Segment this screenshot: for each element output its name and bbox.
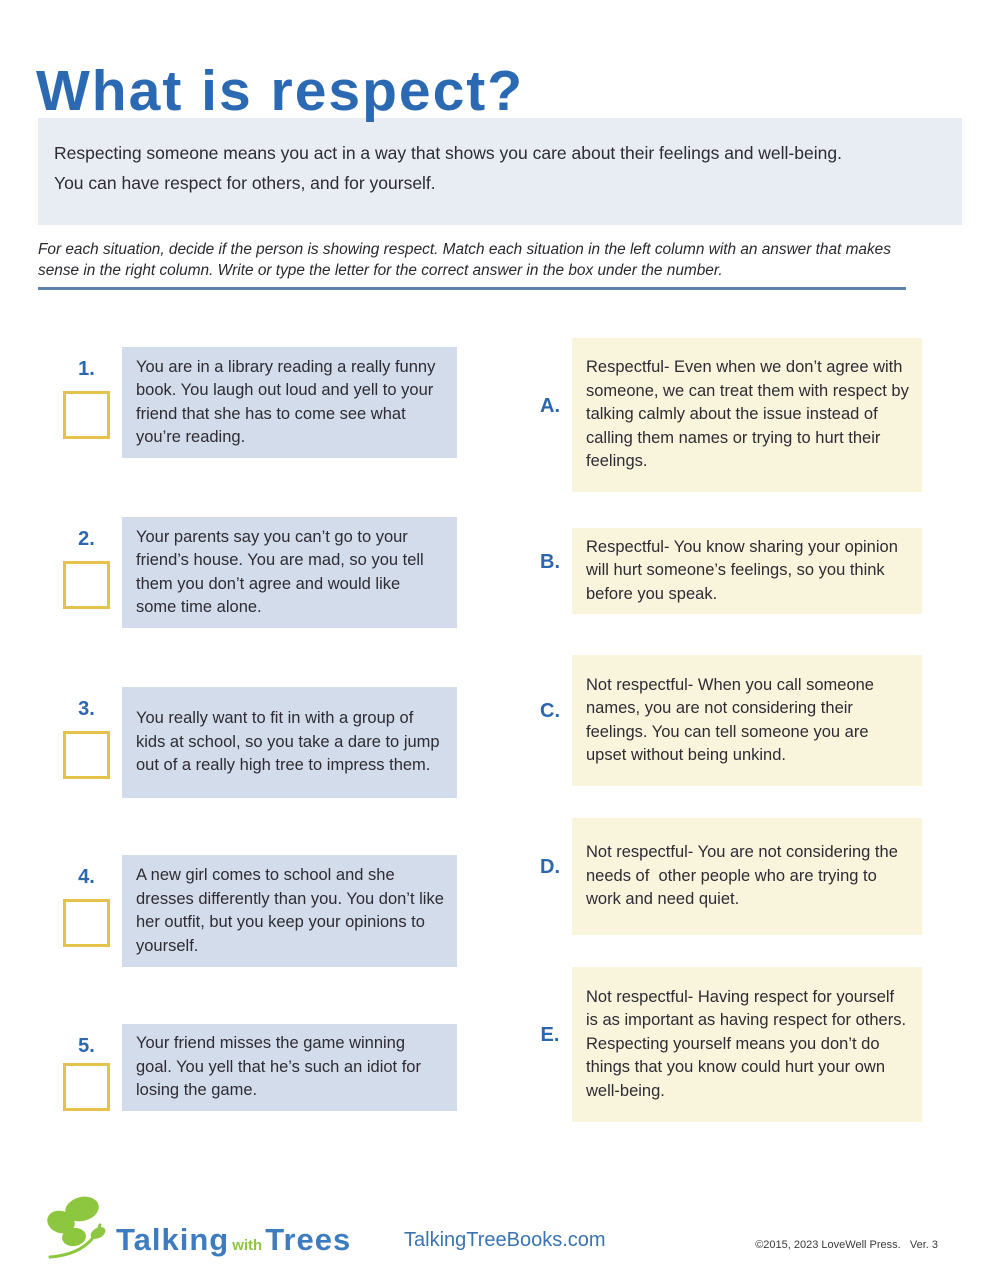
situation-number-5: 5. [78,1035,95,1057]
answer-letter-a: A. [540,395,560,417]
situation-card-4 [122,855,457,967]
talking-with-trees-logo [44,1200,351,1266]
situation-text-1: You are in a library reading a really funny book. You laugh out loud and yell to your friend that she has to come see what you’re reading. [136,357,440,446]
logo-word-trees: Trees [265,1222,352,1257]
answer-text-a: Respectful- Even when we don’t agree with someone, we can treat them with respect by talking calmly about the issue instead of calling them names or trying to hurt their feelings. [586,358,914,471]
logo-word-with: with [232,1237,263,1254]
situation-card-1 [122,347,457,458]
answer-text-e: Not respectful- Having respect for yourself is as important as having respect for others. Respecting yourself means you don’t do things that you know could hurt your own well-being. [586,987,911,1100]
answer-input-box-5[interactable] [63,1063,110,1111]
situation-number-1: 1. [78,358,95,380]
answer-text-b: Respectful- You know sharing your opinion will hurt someone’s feelings, so you think before you speak. [586,537,903,603]
answer-card-a [572,338,922,492]
situation-text-5: Your friend misses the game winning goal. You yell that he’s such an idiot for losing the game. [136,1034,426,1100]
divider-rule [38,287,906,290]
answer-card-b [572,528,922,614]
situation-text-4: A new girl comes to school and she dresses differently than you. You don’t like her outfit, but you keep your opinions to yourself. [136,866,449,955]
intro-box [38,118,962,225]
situation-card-3 [122,687,457,798]
answer-card-c [572,655,922,786]
intro-text-line1: Respecting someone means you act in a way that shows you care about their feelings and well-being. [54,143,842,163]
answer-letter-b: B. [540,551,560,573]
copyright-text: ©2015, 2023 LoveWell Press. Ver. 3 [755,1239,938,1251]
clover-tree-icon [44,1195,122,1266]
answer-input-box-1[interactable] [63,391,110,439]
answer-text-d: Not respectful- You are not considering the needs of other people who are trying to work and need quiet. [586,843,903,909]
situation-card-5 [122,1024,457,1111]
answer-input-box-3[interactable] [63,731,110,779]
answer-letter-e: E. [540,1024,560,1046]
answer-letter-c: C. [540,700,560,722]
intro-text-line2: You can have respect for others, and for yourself. [54,173,436,193]
answer-input-box-4[interactable] [63,899,110,947]
situation-text-3: You really want to fit in with a group of kids at school, so you take a dare to jump out of a really high tree to impress them. [136,709,445,775]
website-link[interactable]: TalkingTreeBooks.com [404,1229,606,1251]
answer-letter-d: D. [540,856,560,878]
logo-word-talking: Talking [116,1222,230,1257]
situation-text-2: Your parents say you can’t go to your friend’s house. You are mad, so you tell them you don’t agree and would like some time alone. [136,527,429,616]
answer-card-d [572,818,922,935]
situation-number-4: 4. [78,866,95,888]
answer-input-box-2[interactable] [63,561,110,609]
instructions-text: For each situation, decide if the person is showing respect. Match each situation in the left column with an answer that makes sense in the right column. Write or type the letter for the correct answer in the box under the number. [38,241,891,279]
answer-card-e [572,967,922,1122]
situation-card-2 [122,517,457,628]
answer-text-c: Not respectful- When you call someone names, you are not considering their feelings. You can tell someone you are upset without being unkind. [586,675,879,764]
situation-number-3: 3. [78,698,95,720]
situation-number-2: 2. [78,528,95,550]
page-title: What is respect? [36,59,525,123]
